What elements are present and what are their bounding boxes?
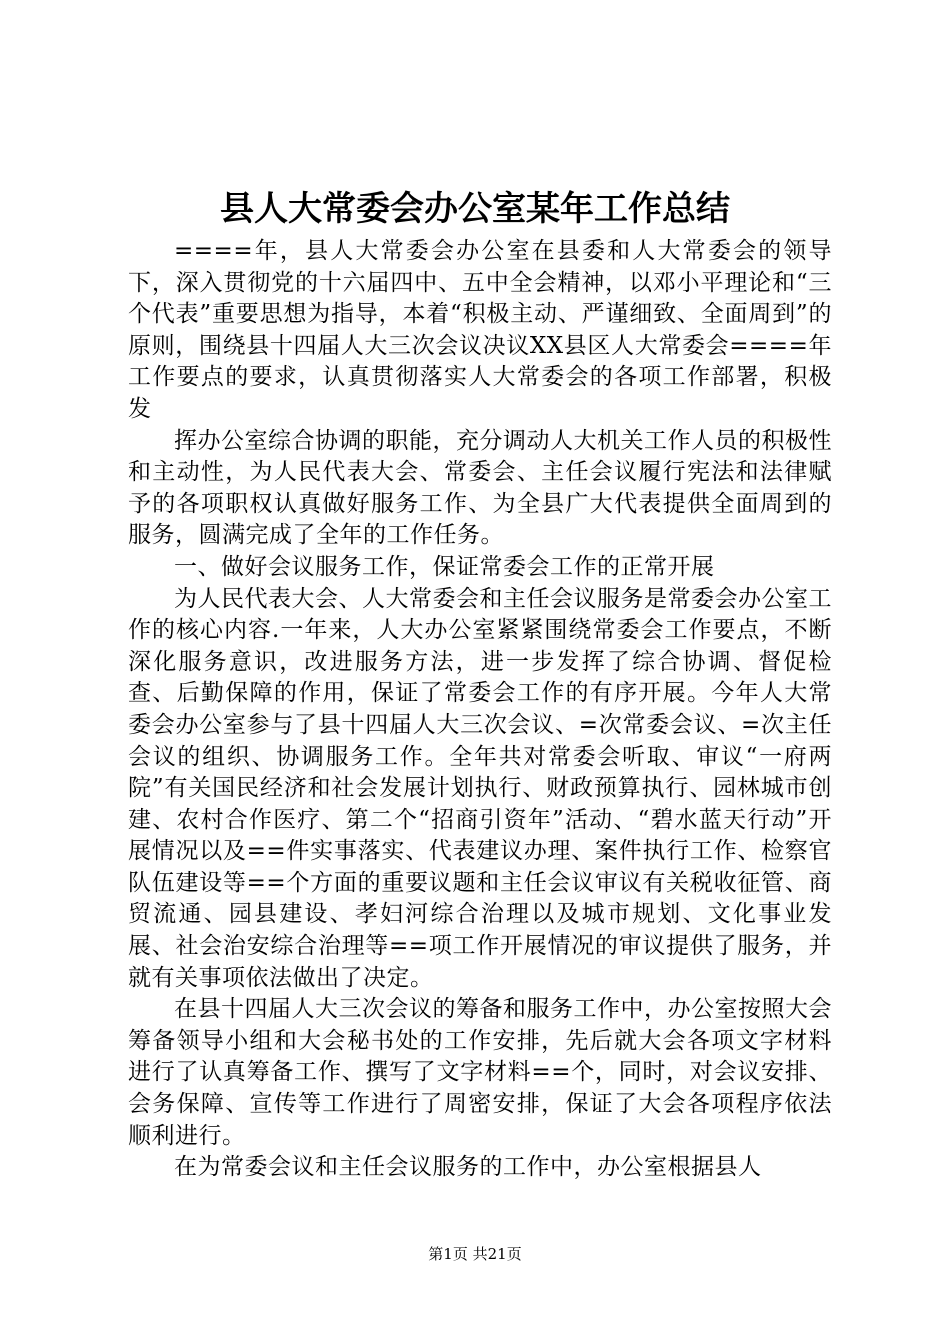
paragraph-intro-continued: 挥办公室综合协调的职能，充分调动人大机关工作人员的积极性和主动性，为人民代表大会、常委会、主任会议履行宪法和法律赋予的各项职权认真做好服务工作、为全县广大代表提供全面周到的服务，圆满完成了全年的工作任务。 <box>128 427 832 549</box>
page-title: 县人大常委会办公室某年工作总结 <box>220 189 730 229</box>
paragraph-intro: ====年，县人大常委会办公室在县委和人大常委会的领导下，深入贯彻党的十六届四中、五中全会精神，以邓小平理论和“三个代表”重要思想为指导，本着“积极主动、严谨细致、全面周到”的原则，围绕县十四届人大三次会议决议XX县区人大常委会====年工作要点的要求，认真贯彻落实人大常委会的各项工作部署，积极发 <box>128 238 832 422</box>
page-footer: 第1页 共21页 <box>428 1245 522 1263</box>
document-body <box>128 236 832 1184</box>
section-heading-meeting-service: 一、做好会议服务工作，保证常委会工作的正常开展 <box>174 553 715 580</box>
paragraph-congress-preparation: 在县十四届人大三次会议的筹备和服务工作中，办公室按照大会筹备领导小组和大会秘书处的工作安排，先后就大会各项文字材料进行了认真筹备工作、撰写了文字材料==个，同时，对会议安排、会务保障、宣传等工作进行了周密安排，保证了大会各项程序依法顺利进行。 <box>128 996 832 1149</box>
paragraph-meeting-service: 为人民代表大会、人大常委会和主任会议服务是常委会办公室工作的核心内容.一年来，人大办公室紧紧围绕常委会工作要点，不断深化服务意识，改进服务方法，进一步发挥了综合协调、督促检查、后勤保障的作用，保证了常委会工作的有序开展。今年人大常委会办公室参与了县十四届人大三次会议、=次常委会议、=次主任会议的组织、协调服务工作。全年共对常委会听取、审议“一府两院”有关国民经济和社会发展计划执行、财政预算执行、园林城市创建、农村合作医疗、第二个“招商引资年”活动、“碧水蓝天行动”开展情况以及==件实事落实、代表建议办理、案件执行工作、检察官队伍建设等==个方面的重要议题和主任会议审议有关税收征管、商贸流通、园县建设、孝妇河综合治理以及城市规划、文化事业发展、社会治安综合治理等==项工作开展情况的审议提供了服务，并就有关事项依法做出了决定。 <box>128 585 832 991</box>
paragraph-committee-service: 在为常委会议和主任会议服务的工作中，办公室根据县人 <box>174 1154 762 1181</box>
